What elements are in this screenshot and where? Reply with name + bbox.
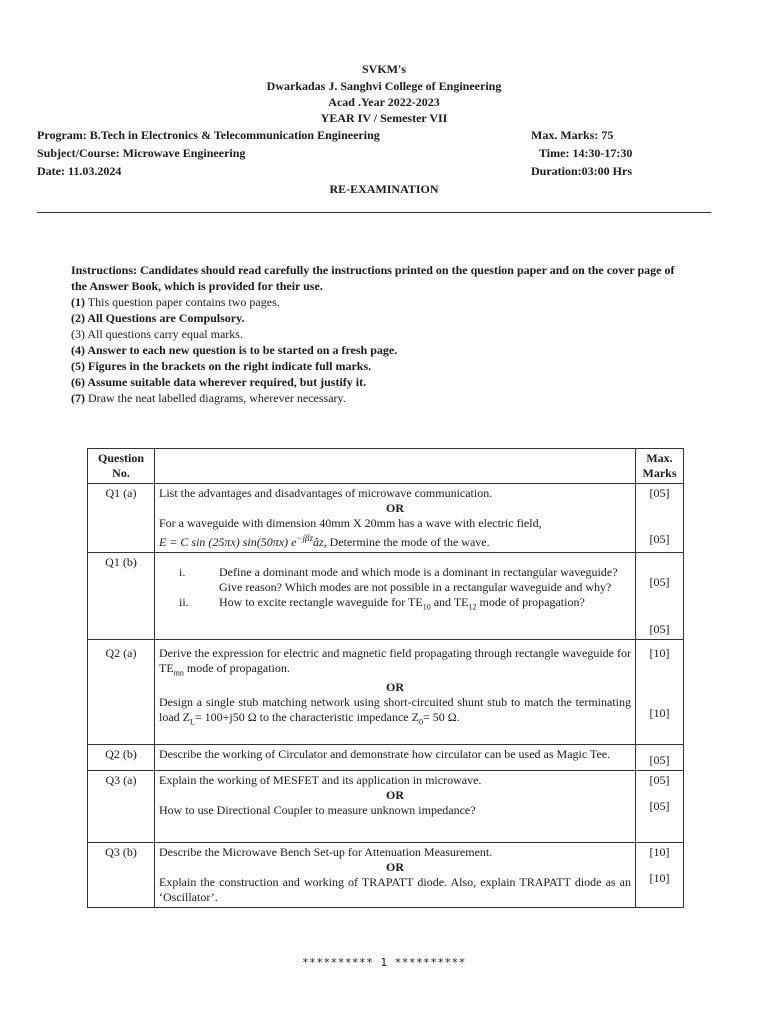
marks-value: [05]: [649, 798, 670, 813]
equation-line: [159, 531, 631, 550]
question-part: For a waveguide with dimension 40mm X 20mm has a wave with electric field,: [159, 516, 542, 530]
table-row: [88, 744, 684, 770]
instruction-item: (6) Assume suitable data wherever required, but justify it.: [71, 375, 367, 389]
max-marks-header: Max. Marks: [636, 449, 684, 484]
marks-cell: [636, 640, 684, 745]
table-row: [88, 842, 684, 907]
marks-value: [05]: [649, 752, 670, 767]
academic-year: Acad .Year 2022-2023: [328, 95, 440, 109]
equation-tail: , Determine the mode of the wave.: [323, 535, 490, 549]
question-text: [155, 842, 636, 907]
table-header-row: [88, 449, 684, 484]
marks-value: [05]: [649, 622, 670, 636]
question-number: Q1 (a): [88, 484, 155, 553]
instructions-block: [71, 262, 691, 406]
equation: E = C sin (25πx) sin(50πx) e: [159, 535, 297, 549]
question-number: Q2 (b): [88, 744, 155, 770]
sub-question-text: How to excite rectangle waveguide for $TE_{10}$ and $TE_{12}$ mode of propagation?: [219, 595, 585, 612]
sub-question-number: ii.: [179, 595, 189, 609]
marks-cell: [636, 744, 684, 770]
marks-value: [05]: [649, 575, 670, 589]
equation-exponent: −jβz: [296, 533, 313, 543]
page-footer: ********** 1 **********: [302, 956, 466, 969]
sub-question-number: i.: [179, 565, 186, 579]
max-marks: Max. Marks: 75: [531, 128, 614, 142]
marks-value: [10]: [649, 646, 670, 660]
exam-type: RE-EXAMINATION: [329, 182, 439, 196]
question-number: Q2 (a): [88, 640, 155, 745]
or-separator: OR: [386, 501, 404, 515]
question-part: List the advantages and disadvantages of microwave communication.: [159, 486, 493, 500]
question-text-header: [155, 449, 636, 484]
or-separator: OR: [386, 787, 404, 802]
question-part: How to use Directional Coupler to measure unknown impedance?: [159, 802, 476, 817]
marks-value: [05]: [649, 532, 670, 546]
header-divider: [37, 212, 711, 213]
question-text: Describe the working of Circulator and demonstrate how circulator can be used as Magic Tee.: [155, 744, 636, 770]
marks-cell: [636, 770, 684, 842]
marks-value: [10]: [649, 706, 670, 720]
instruction-item: (2) All Questions are Compulsory.: [71, 311, 245, 325]
program-line: Program: B.Tech in Electronics & Telecommunication Engineering: [37, 128, 380, 142]
marks-value: [05]: [649, 772, 670, 787]
question-text: [155, 770, 636, 842]
table-row: [88, 484, 684, 553]
marks-cell: [636, 484, 684, 553]
subject-line: Subject/Course: Microwave Engineering: [37, 146, 246, 160]
question-part: Derive the expression for electric and magnetic field propagating through rectangle waveguide for $TE_{mn}$ mode of propagation.: [159, 646, 631, 678]
instruction-item: (1) This question paper contains two pages.: [71, 295, 280, 309]
marks-cell: [636, 842, 684, 907]
sub-question-text: Define a dominant mode and which mode is a dominant in rectangular waveguide? Give reason? Which modes are not possible in a rectangular waveguide and why?: [219, 565, 618, 594]
instructions-intro: Instructions: Candidates should read carefully the instructions printed on the question paper and on the cover page of the Answer Book, which is provided for their use.: [71, 263, 675, 293]
exam-time: Time: 14:30-17:30: [539, 146, 633, 160]
table-row: [88, 770, 684, 842]
question-part: Explain the working of MESFET and its application in microwave.: [159, 772, 482, 787]
date-line: Date: 11.03.2024: [37, 164, 122, 178]
questions-table: [87, 448, 684, 908]
question-text: [155, 553, 636, 640]
table-row: [88, 553, 684, 640]
sub-question: [159, 565, 631, 595]
question-part: Explain the construction and working of TRAPATT diode. Also, explain TRAPATT diode as an ‘Oscillator’.: [159, 874, 631, 904]
question-number: Q3 (a): [88, 770, 155, 842]
question-number: Q1 (b): [88, 553, 155, 640]
sub-question: [159, 595, 631, 614]
marks-value: [10]: [649, 870, 670, 885]
org-name: SVKM's: [361, 62, 406, 76]
marks-cell: [636, 553, 684, 640]
question-text: [155, 640, 636, 745]
or-separator: OR: [386, 859, 404, 874]
question-no-header: Question No.: [88, 449, 155, 484]
or-separator: OR: [386, 680, 404, 695]
question-part: Describe the Microwave Bench Set-up for Attenuation Measurement.: [159, 844, 493, 859]
instruction-item: (4) Answer to each new question is to be started on a fresh page.: [71, 343, 398, 357]
instruction-item: (7) Draw the neat labelled diagrams, wherever necessary.: [71, 391, 346, 405]
unit-vector: âz: [313, 535, 324, 549]
college-name: Dwarkadas J. Sanghvi College of Engineering: [266, 79, 502, 93]
marks-value: [10]: [649, 844, 670, 859]
question-text: [155, 484, 636, 553]
marks-value: [05]: [649, 486, 670, 500]
question-part: Design a single stub matching network using short-circuited shunt stub to match the terminating load $Z_L= 100+j50$ Ω to the characteristic impedance $Z_0= 50$ Ω.: [159, 695, 631, 727]
instruction-item: (5) Figures in the brackets on the right indicate full marks.: [71, 359, 372, 373]
table-row: [88, 640, 684, 745]
exam-duration: Duration:03:00 Hrs: [531, 164, 632, 178]
instruction-item: (3) All questions carry equal marks.: [71, 327, 243, 341]
question-number: Q3 (b): [88, 842, 155, 907]
year-semester: YEAR IV / Semester VII: [320, 111, 448, 125]
